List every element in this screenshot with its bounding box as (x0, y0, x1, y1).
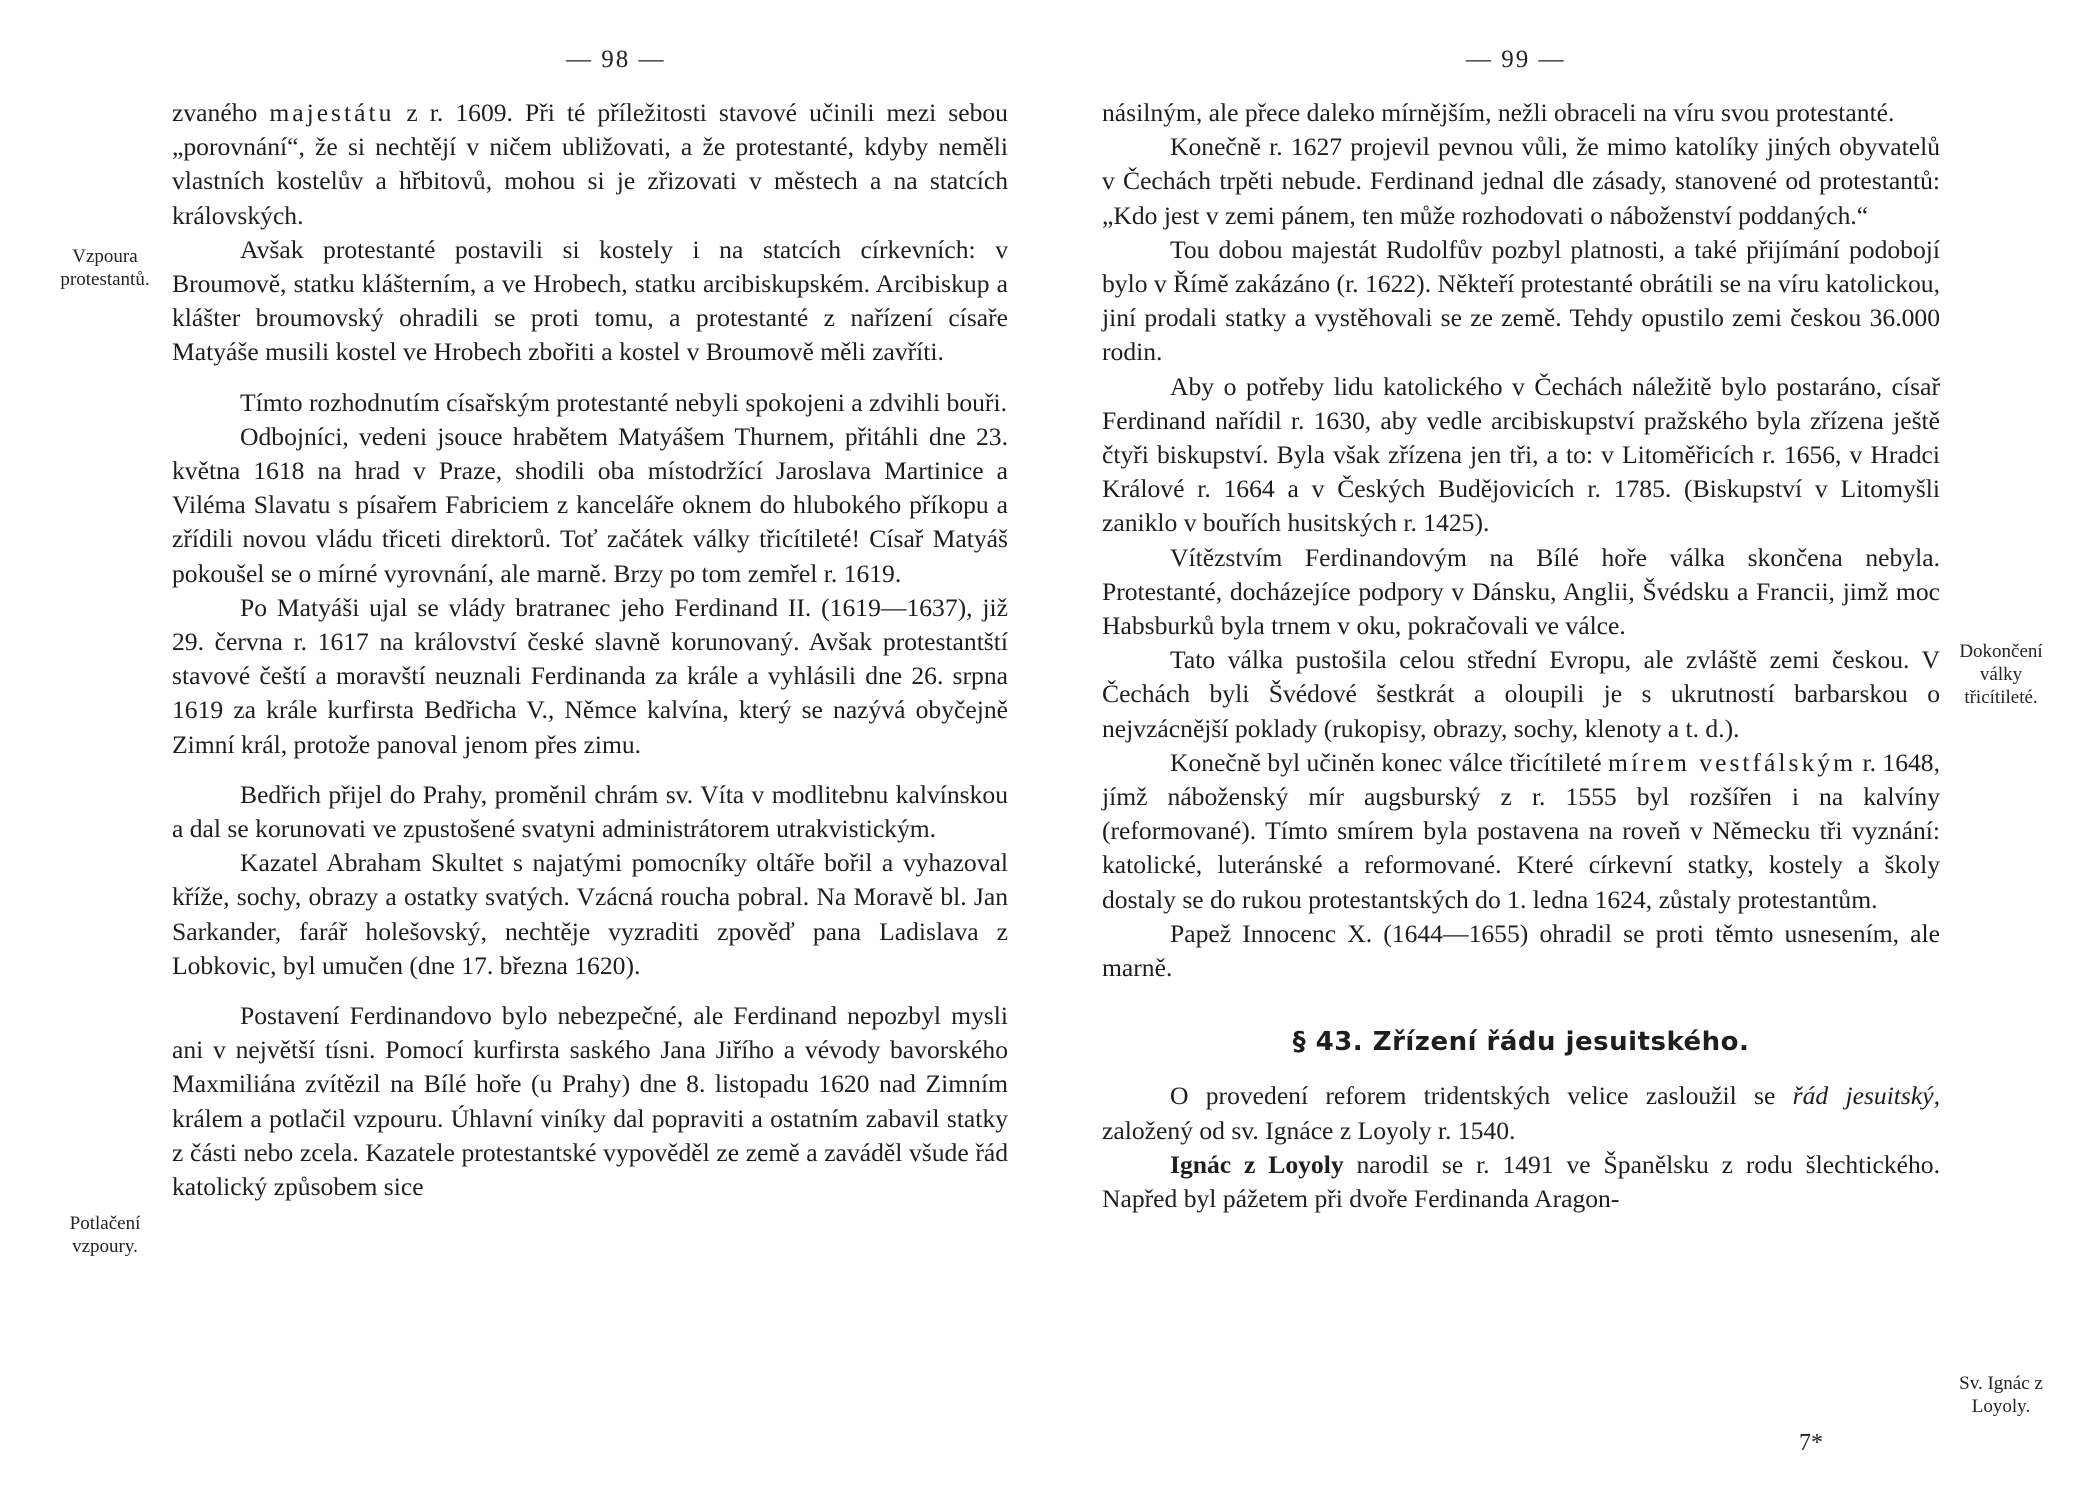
emphasized-term: majestátu (269, 98, 395, 127)
paragraph-text: z r. 1609. Při té příležitosti stavové učinili mezi sebou „porovnání“, že si nechtějí v ničem ubližovati, a že protestanté, kdyby neměli vlastních kostelův a hřbitovů, mohou si je zřizovati v městech a na statcích královských. (172, 98, 1008, 230)
margin-note-vzpoura: Vzpoura protestantů. (60, 246, 150, 290)
section-heading: § 43. Zřízení řádu jesuitského. (1292, 1027, 1750, 1058)
paragraph: Tímto rozhodnutím císařským protestanté nebyli spokojeni a zdvihli bouři. (240, 387, 1007, 417)
paragraph: Avšak protestanté postavili si kostely i na statcích církevních: v Broumově, statku klášterním, a ve Hrobech, statku arcibiskupském. Arcibiskup a klášter broumovský ohradili se proti tomu, a protestanté z nařízení císaře Matyáše musili kostel ve Hrobech zbořiti a kostel v Broumově měli zavříti. (172, 234, 1008, 367)
paragraph-text: založený od sv. Ignáce z Loyoly r. 1540. (1102, 1115, 1516, 1145)
page-number: — 99 — (1466, 46, 1566, 73)
paragraph: Tou dobou majestát Rudolfův pozbyl platnosti, a také přijímání podobojí bylo v Římě zakázáno (r. 1622). Někteří protestanté obrátili se na víru katolickou, jiní prodali statky a vystěhovali se ze země. Tehdy opustilo zemi českou 36.000 rodin. (1102, 234, 1940, 367)
emphasized-term: řád jesuitský, (1792, 1081, 1940, 1111)
paragraph: Odbojníci, vedeni jsouce hrabětem Matyášem Thurnem, přitáhli dne 23. května 1618 na hrad v Praze, shodili oba místodržící Jaroslava Martinice a Viléma Slavatu s písařem Fabriciem z kanceláře oknem do hlubokého příkopu a zřídili novou vládu třiceti direktorů. Toť začátek války třicítileté! Císař Matyáš pokoušel se o mírné vyrovnání, ale marně. Brzy po tom zemřel r. 1619. (172, 421, 1008, 588)
right-page-text (1102, 96, 1940, 1216)
paragraph: Vítězstvím Ferdinandovým na Bílé hoře válka skončena nebyla. Protestanté, docházejíce podpory v Dánsku, Anglii, Švédsku a Francii, jimž moc Habsburků byla trnem v oku, pokračovali ve válce. (1102, 542, 1940, 641)
paragraph: Bedřich přijel do Prahy, proměnil chrám sv. Víta v modlitebnu kalvínskou a dal se korunovati ve zpustošené svatyni administrátorem utrakvistickým. (172, 779, 1008, 844)
paragraph-text: Konečně byl učiněn konec válce třicítileté (1170, 747, 1602, 777)
signature-mark: 7* (1799, 1430, 1823, 1456)
paragraph: Papež Innocenc X. (1644—1655) ohradil se proti těmto usnesením, ale marně. (1102, 918, 1940, 983)
page-number: — 98 — (566, 46, 666, 73)
paragraph: Aby o potřeby lidu katolického v Čechách náležitě bylo postaráno, císař Ferdinand nařídil r. 1630, aby vedle arcibiskupství pražského byla zřízena ještě čtyři biskupství. Byla však zřízena jen tři, a to: v Litoměřicích r. 1656, v Hradci Králové r. 1664 a v Českých Budějovicích r. 1785. (Biskupství v Litomyšli zaniklo v bouřích husitských r. 1425). (1102, 371, 1940, 538)
paragraph (172, 96, 1008, 233)
paragraph: Po Matyáši ujal se vlády bratranec jeho Ferdinand II. (1619—1637), již 29. června r. 1617 na království české slavně korunovaný. Avšak protestantští stavové čeští a moravští neuznali Ferdinanda za krále a vyhlásili dne 26. srpna 1619 za krále kurfirsta Bedřicha V., Němce kalvína, který se nazývá obyčejně Zimní král, protože panoval jenom přes zimu. (172, 592, 1008, 759)
paragraph: Postavení Ferdinandovo bylo nebezpečné, ale Ferdinand nepozbyl mysli ani v největší tísni. Pomocí kurfirsta saského Jana Jiřího a vévody bavorského Maxmiliána zvítězil na Bílé hoře (u Prahy) dne 8. listopadu 1620 nad Zimním králem a potlačil vzpouru. Úhlavní viníky dal popraviti a ostatním zabavil statky z části nebo zcela. Kazatele protestantské vypověděl ze země a zaváděl všude řád katolický způsobem sice (172, 1001, 1008, 1202)
paragraph: Konečně r. 1627 projevil pevnou vůli, že mimo katolíky jiných obyvatelů v Čechách trpěti nebude. Ferdinand jednal dle zásady, stanovené od protestantů: „Kdo jest v zemi pánem, ten může rozhodovati o náboženství poddaných.“ (1102, 132, 1940, 230)
margin-note-potlaceni: Potlačení vzpoury. (69, 1213, 141, 1257)
emphasized-term: mírem vestfálským (1608, 747, 1856, 777)
paragraph-text: O provedení reforem tridentských velice zasloužil se (1170, 1081, 1776, 1111)
paragraph: Tato válka pustošila celou střední Evropu, ale zvláště zemi českou. V Čechách byli Švédové šestkrát a oloupili je s ukrutností barbarskou o nejvzácnější poklady (rukopisy, obrazy, sochy, klenoty a t. d.). (1102, 645, 1940, 743)
paragraph-text: zvaného (172, 98, 258, 127)
paragraph-text: r. 1648, jímž náboženský mír augsburský z r. 1555 byl rozšířen i na kalvíny (reformované). Tímto smírem byla postavena na roveň v Německu tři vyznání: katolické, luteránské a reformované. Které církevní statky, kostely a školy dostaly se do rukou protestantských do 1. ledna 1624, zůstaly protestantům. (1102, 747, 1940, 914)
margin-note-ignac: Sv. Ignác z Loyoly. (1959, 1373, 2043, 1417)
paragraph (1102, 746, 1940, 917)
margin-note-dokonceni: Dokončení války třicítileté. (1959, 641, 2043, 708)
paragraph: násilným, ale přece daleko mírnějším, nežli obraceli na víru svou protestanté. (1102, 98, 1895, 127)
left-page-text (172, 96, 1008, 1204)
bold-name: Ignác z Loyoly (1170, 1149, 1344, 1179)
paragraph (1102, 1079, 1940, 1147)
paragraph (1102, 1148, 1940, 1216)
paragraph: Kazatel Abraham Skultet s najatými pomocníky oltáře bořil a vyhazoval kříže, sochy, obrazy a ostatky svatých. Vzácná roucha pobral. Na Moravě bl. Jan Sarkander, farář holešovský, nechtěje vyzraditi zpověď pana Ladislava z Lobkovic, byl umučen (dne 17. března 1620). (172, 848, 1008, 980)
paragraph-text: narodil se r. 1491 ve Španělsku z rodu šlechtického. Napřed byl pážetem při dvoře Ferdinanda Aragon- (1102, 1149, 1940, 1214)
right-page (1041, 0, 2082, 1500)
